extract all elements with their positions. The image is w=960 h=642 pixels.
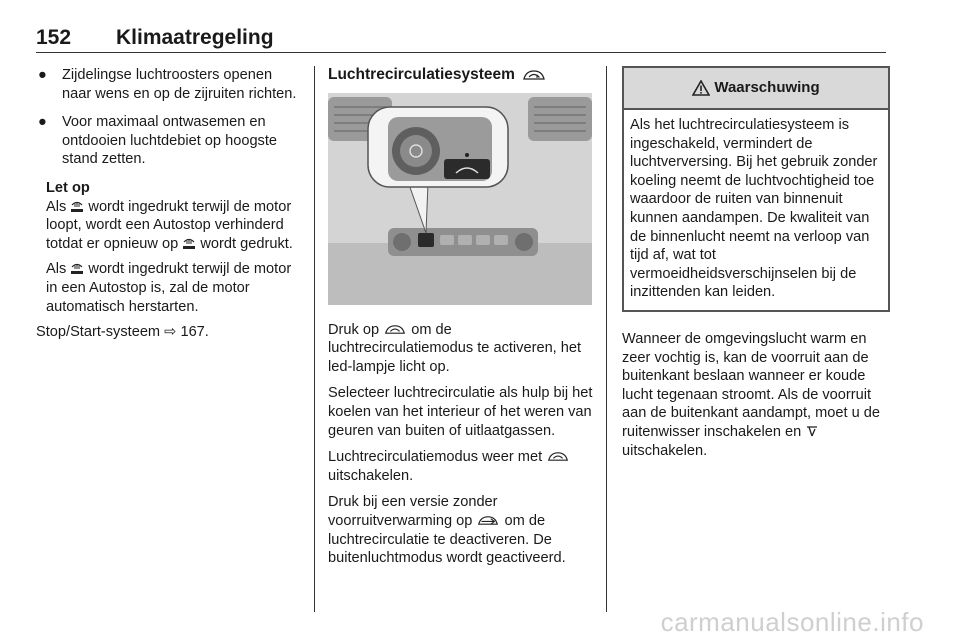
note-text: Als (46, 261, 67, 278)
paragraph-text: Wanneer de omgevingslucht warm en zeer vochtig is, kan de voorruit aan de buitenkant beslaan wanneer er koude lucht tegenaan stroomt. Als de voorruit aan de buitenkant aandampt, moet u de ruitenwisser inschakelen en (622, 330, 881, 440)
watermark: carmanualsonline.info (660, 607, 924, 637)
paragraph (622, 330, 890, 460)
section-heading-text: Luchtrecirculatiesysteem (328, 66, 515, 83)
bullet-dot: ● (38, 114, 47, 131)
paragraph (328, 321, 596, 377)
column-3 (622, 66, 890, 468)
page-number: 152 (36, 26, 72, 49)
front-defrost-icon (182, 236, 196, 250)
paragraph-text: Luchtrecirculatiemodus weer met (328, 449, 543, 466)
recirculation-icon (521, 68, 547, 82)
recirculation-icon (383, 323, 407, 336)
bullet-text: Zijdelingse luchtroosters openen naar wens en op de zijruiten richten. (62, 67, 297, 102)
paragraph (328, 493, 596, 567)
note-text: Als (46, 198, 67, 215)
note-paragraph-1 (46, 198, 298, 254)
cross-reference (36, 323, 298, 342)
wiper-icon (805, 424, 819, 438)
note-block (36, 179, 298, 316)
paragraph (328, 448, 596, 485)
bullet-item (36, 113, 298, 169)
page-title: Klimaatregeling (116, 26, 274, 49)
paragraph-text: Druk bij een versie zonder voorruitverwarming op (328, 494, 498, 529)
column-divider-2 (606, 66, 607, 612)
paragraph-text: uitschakelen. (328, 467, 414, 484)
paragraph-text: om de luchtrecirculatiemodus te activeren, het led-lampje licht op. (328, 321, 582, 375)
note-text: wordt ingedrukt terwijl de motor in een Autostop is, zal de motor automatisch herstarten. (46, 261, 292, 315)
note-paragraph-2 (46, 260, 298, 316)
column-2 (328, 66, 596, 576)
column-divider-1 (314, 66, 315, 612)
warning-box (622, 66, 890, 312)
page-ref-arrow-icon: ⇨ (164, 324, 177, 341)
reference-text: Stop/Start-systeem (36, 324, 161, 341)
note-text: wordt gedrukt. (200, 235, 293, 252)
header-rule (36, 52, 886, 53)
recirculation-icon (546, 450, 570, 463)
bullet-dot: ● (38, 67, 47, 83)
bullet-item (36, 66, 298, 103)
column-1 (36, 66, 298, 350)
paragraph-text: Druk op (328, 321, 380, 338)
climate-control-photo (328, 93, 592, 305)
warning-title: Waarschuwing (714, 78, 820, 96)
section-heading (328, 66, 596, 85)
paragraph-text: uitschakelen. (622, 442, 708, 459)
paragraph: Selecteer luchtrecirculatie als hulp bij het koelen van het interieur of het weren van geuren van buiten of uitlaatgassen. (328, 385, 593, 439)
page-header (36, 26, 886, 52)
note-text: wordt ingedrukt terwijl de motor loopt, wordt een Autostop verhinderd totdat er opnieuw op (46, 198, 292, 252)
warning-header (624, 68, 888, 110)
note-label: Let op (46, 179, 90, 196)
dashboard-illustration (328, 93, 592, 305)
paragraph-text: om de luchtrecirculatie te deactiveren. De buitenluchtmodus wordt geactiveerd. (328, 512, 566, 567)
front-defrost-icon (70, 261, 84, 275)
outside-air-icon (476, 514, 500, 527)
front-defrost-icon (70, 199, 84, 213)
warning-triangle-icon (692, 80, 710, 96)
warning-text: Als het luchtrecirculatiesysteem is ingeschakeld, vermindert de luchtverversing. Bij het gebruik zonder koeling neemt de luchtvochtigheid toe waardoor de ruiten van binnenuit kunnen aandampen. De kwaliteit van de binnenlucht neemt na verloop van tijd af, wat tot vermoeidheidsverschijnselen bij de inzittenden kan leiden. (630, 117, 878, 301)
reference-page: 167. (180, 324, 209, 341)
bullet-text: Voor maximaal ontwasemen en ontdooien luchtdebiet op hoogste stand zetten. (62, 114, 278, 168)
